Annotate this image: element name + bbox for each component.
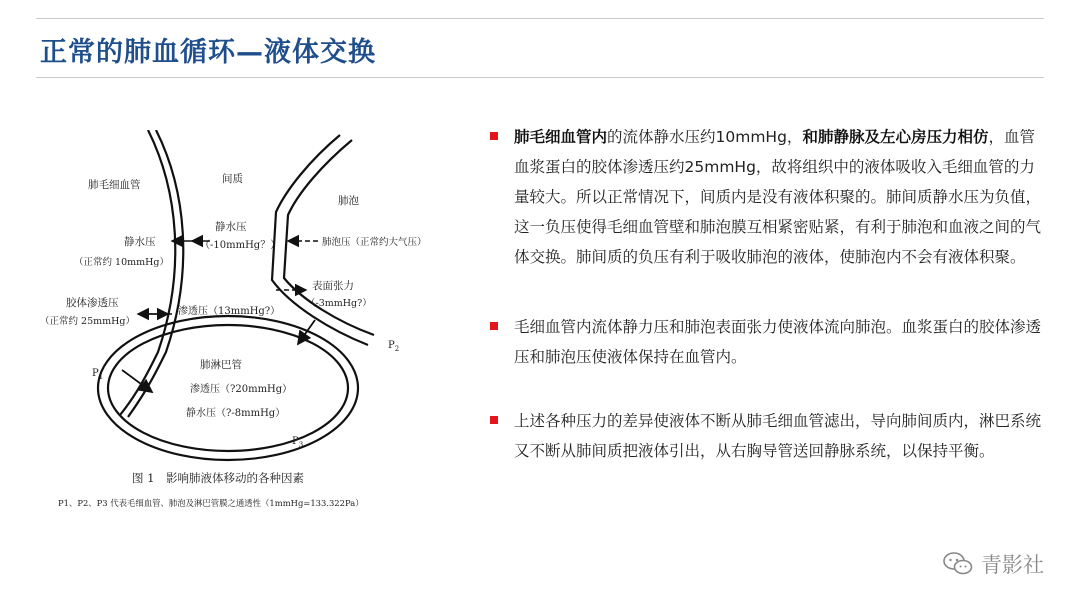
- label-hydrostatic-left-normal: （正常约 10mmHg）: [74, 257, 169, 268]
- wechat-icon: [943, 551, 973, 577]
- label-lymph-hydrostatic: 静水压（?-8mmHg）: [186, 408, 286, 419]
- label-lymph-osmotic: 渗透压（?20mmHg）: [190, 384, 293, 395]
- label-lymph: 肺淋巴管: [200, 359, 242, 371]
- label-alveolar-pressure: 肺泡压（正常约大气压）: [322, 237, 427, 248]
- label-hydrostatic-left: 静水压: [124, 236, 156, 248]
- label-p2: $P_2$: [388, 340, 400, 353]
- label-surface-tension: 表面张力: [312, 280, 354, 292]
- label-capillary: 肺毛细血管: [88, 179, 141, 191]
- label-colloid-normal: （正常约 25mmHg）: [40, 316, 135, 327]
- label-colloid: 胶体渗透压: [66, 297, 119, 309]
- bullet-marker-icon: [490, 416, 498, 424]
- label-osmotic-mid: 渗透压（13mmHg?）: [178, 306, 281, 317]
- label-interstitium: 间质: [222, 173, 243, 185]
- bullet-list: [490, 122, 1050, 492]
- capillary-wall-outer: [120, 130, 175, 415]
- watermark-text: 青影社: [981, 553, 1044, 577]
- label-hydrostatic-mid-value: （-10mmHg？）: [200, 240, 281, 251]
- figure-caption-note: P1、P2、P3 代表毛细血管、肺泡及淋巴管膜之通透性（1mmHg=133.322Pa）: [58, 498, 364, 508]
- bullet-item: [490, 122, 1050, 272]
- diagram-svg: [40, 130, 470, 525]
- label-p1: $P_1$: [92, 368, 104, 381]
- label-surface-tension-value: （-3mmHg?）: [306, 298, 372, 309]
- bullet-marker-icon: [490, 132, 498, 140]
- bullet-text: 肺毛细血管内的流体静水压约10mmHg，和肺静脉及左心房压力相仿，血管血浆蛋白的胶体渗透压约25mmHg，故将组织中的液体吸收入毛细血管的力量较大。所以正常情况下，间质内是没有液体积聚的。肺间质静水压为负值，这一负压使得毛细血管壁和肺泡膜互相紧密贴紧，有利于肺泡和血液之间的气体交换。肺间质的负压有利于吸收肺泡的液体，使肺泡内不会有液体积聚。: [514, 128, 1042, 266]
- bullet-marker-icon: [490, 322, 498, 330]
- slide-title: 正常的肺血循环—液体交换: [40, 37, 376, 68]
- bullet-text: 毛细血管内流体静力压和肺泡表面张力使液体流向肺泡。血浆蛋白的胶体渗透压和肺泡压使液体保持在血管内。: [514, 318, 1042, 366]
- label-alveolus: 肺泡: [338, 195, 359, 207]
- watermark: [943, 549, 1044, 579]
- fluid-exchange-diagram: [40, 130, 470, 525]
- bullet-text: 上述各种压力的差异使液体不断从肺毛细血管滤出，导向肺间质内，淋巴系统又不断从肺间质把液体引出，从右胸导管送回静脉系统，以保持平衡。: [514, 412, 1042, 460]
- label-hydrostatic-mid: 静水压: [215, 221, 247, 233]
- bullet-item: [490, 406, 1050, 466]
- label-p3: $P_3$: [292, 436, 304, 449]
- title-divider: [36, 77, 1044, 78]
- bullet-item: [490, 312, 1050, 372]
- top-divider: [36, 18, 1044, 19]
- figure-caption: 图 1 影响肺液体移动的各种因素: [132, 471, 304, 485]
